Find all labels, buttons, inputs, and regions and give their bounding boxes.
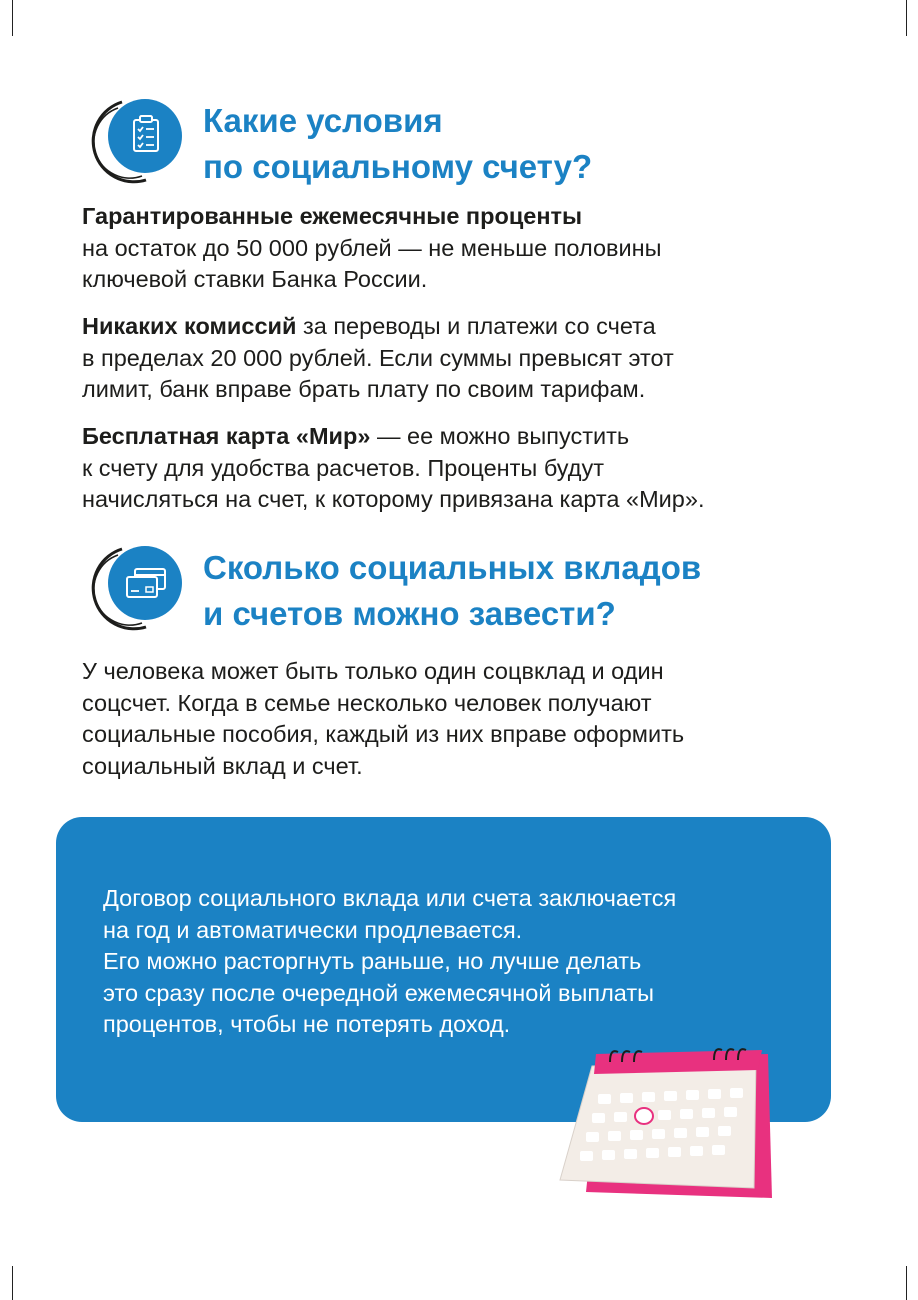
crop-mark-top-left	[12, 0, 13, 36]
paragraph-line: ключевой ставки Банка России.	[82, 266, 428, 292]
paragraph-line: — ее можно выпустить	[370, 423, 630, 449]
paragraph-line: в пределах 20 000 рублей. Если суммы превысят этот	[82, 344, 674, 371]
paragraph-line: социальный вклад и счет.	[82, 752, 363, 779]
section-heading	[203, 545, 701, 637]
heading-line: Какие условия	[203, 102, 443, 139]
clipboard-checklist-icon	[88, 96, 188, 186]
paragraph-line: лимит, банк вправе брать плату по своим тарифам.	[82, 376, 646, 402]
info-box-text	[103, 883, 676, 1041]
paragraph-line: начисляться на счет, к которому привязана карта «Мир».	[82, 486, 705, 512]
bank-cards-icon	[88, 543, 188, 633]
heading-line: Сколько социальных вкладов	[203, 549, 702, 586]
paragraph-one-account	[82, 656, 684, 782]
crop-mark-top-right	[906, 0, 907, 36]
crop-mark-bottom-right	[906, 1266, 907, 1300]
paragraph-guaranteed-interest	[82, 201, 662, 296]
paragraph-line: социальные пособия, каждый из них вправе оформить	[82, 721, 685, 747]
paragraph-line: У человека может быть только один соцвклад и один	[82, 658, 664, 684]
info-line: на год и автоматически продлевается.	[103, 916, 523, 943]
info-line: это сразу после очередной ежемесячной выплаты	[103, 979, 655, 1006]
section-heading	[203, 98, 592, 190]
paragraph-lead: Гарантированные ежемесячные проценты	[82, 203, 583, 229]
info-line: Договор социального вклада или счета заключается	[103, 885, 677, 911]
heading-line: и счетов можно завести?	[203, 595, 616, 632]
paragraph-lead: Никаких комиссий	[82, 313, 297, 339]
paragraph-free-card	[82, 421, 704, 516]
paragraph-no-fees	[82, 311, 674, 406]
paragraph-line: на остаток до 50 000 рублей — не меньше половины	[82, 234, 662, 261]
heading-line: по социальному счету?	[203, 148, 593, 185]
crop-mark-bottom-left	[12, 1266, 13, 1300]
paragraph-line: к счету для удобства расчетов. Проценты будут	[82, 454, 604, 481]
paragraph-line: соцсчет. Когда в семье несколько человек получают	[82, 689, 652, 716]
calendar-icon	[556, 1040, 776, 1205]
info-line: процентов, чтобы не потерять доход.	[103, 1011, 511, 1037]
paragraph-lead: Бесплатная карта «Мир»	[82, 423, 371, 449]
info-line: Его можно расторгнуть раньше, но лучше делать	[103, 948, 642, 974]
paragraph-line: за переводы и платежи со счета	[296, 313, 656, 339]
